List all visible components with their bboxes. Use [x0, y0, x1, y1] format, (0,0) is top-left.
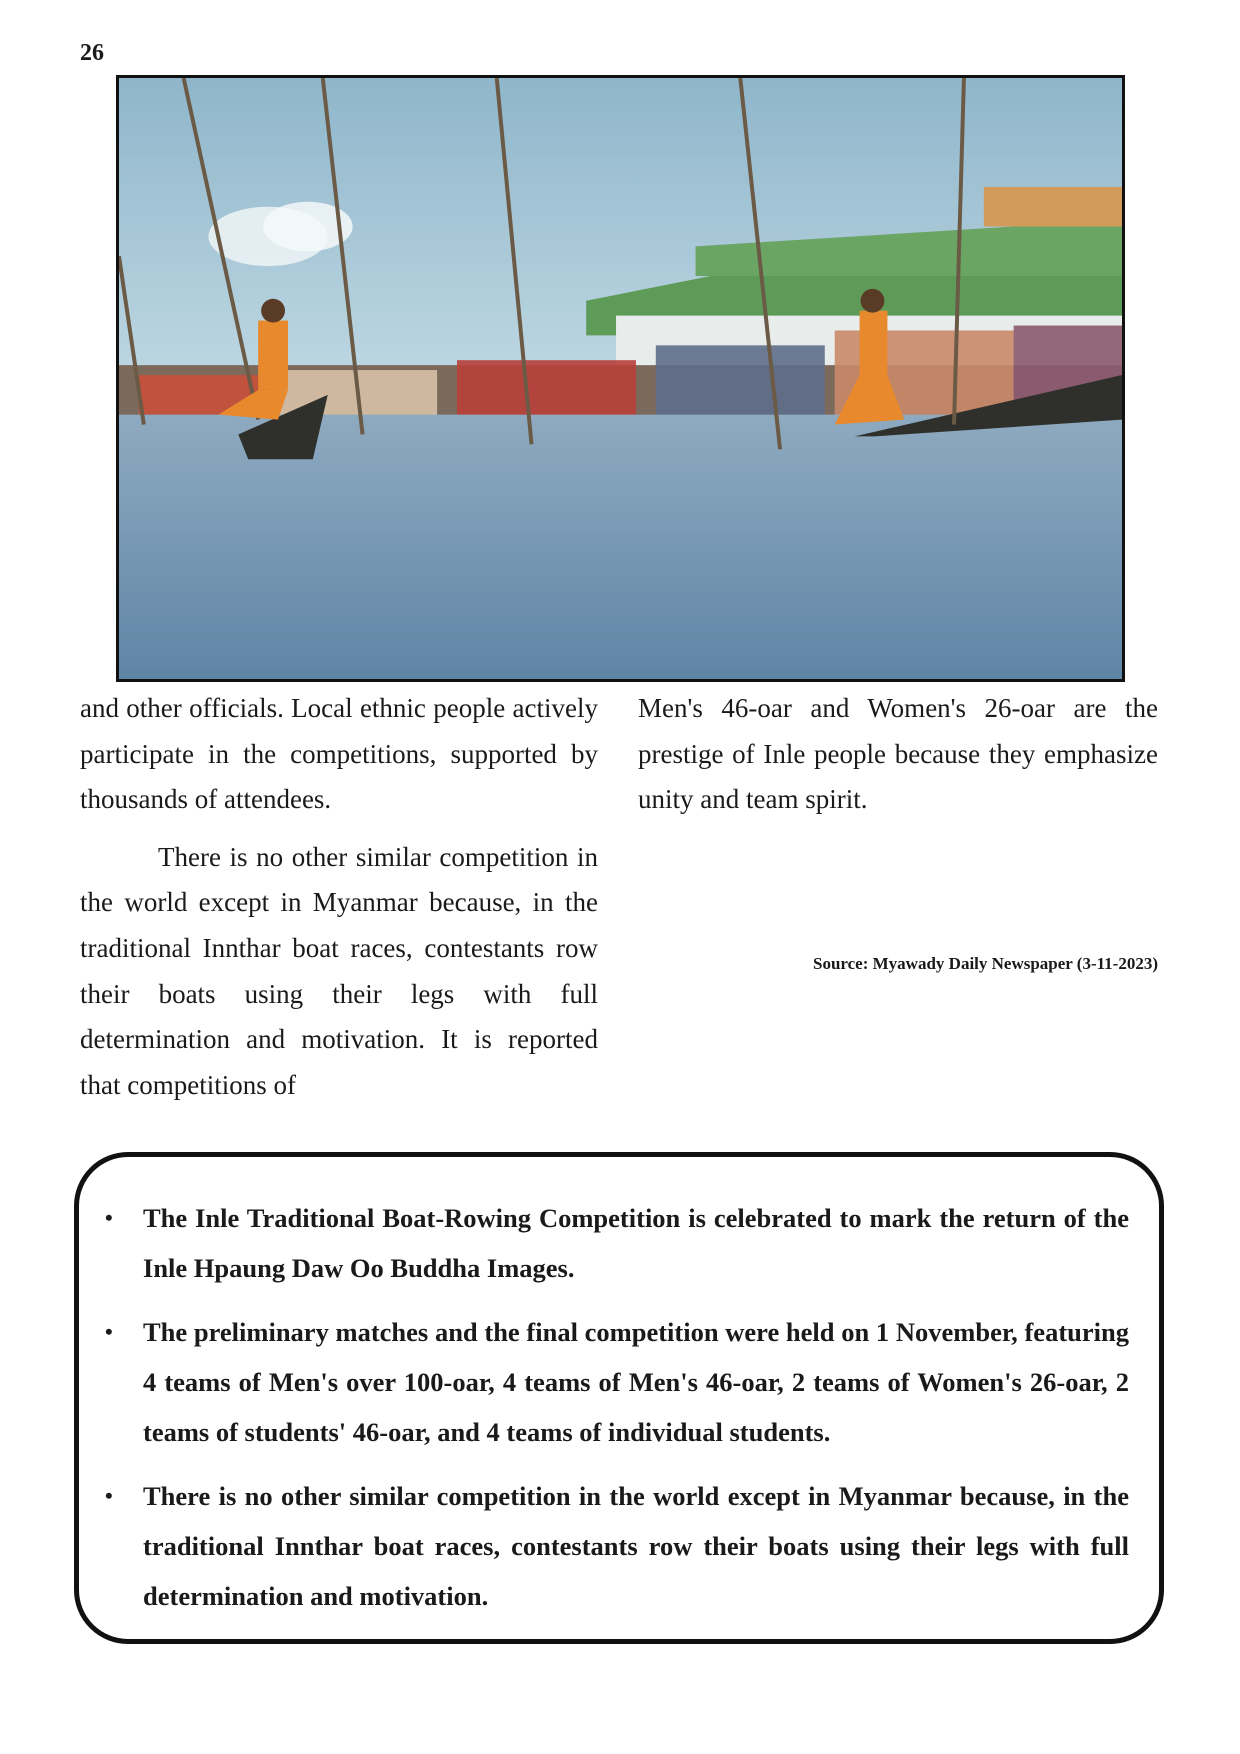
right-column-paragraph-1: Men's 46-oar and Women's 26-oar are the prestige of Inle people because they emphasize unity and team spirit.	[638, 693, 1158, 815]
summary-item	[105, 1471, 1129, 1621]
right-column	[638, 686, 1158, 835]
bullet-icon: •	[105, 1205, 113, 1230]
summary-item-text: The Inle Traditional Boat-Rowing Competition is celebrated to mark the return of the Inle Hpaung Daw Oo Buddha Images.	[143, 1203, 1129, 1283]
boat-race-photo	[116, 75, 1125, 682]
boat-race-photo-icon	[119, 78, 1122, 679]
summary-box	[74, 1152, 1164, 1644]
summary-item-text: The preliminary matches and the final competition were held on 1 November, featuring 4 teams of Men's over 100-oar, 4 teams of Men's 46-oar, 2 teams of Women's 26-oar, 2 teams of students' 46-oar, and 4 teams of individual students.	[143, 1317, 1129, 1447]
bullet-icon: •	[105, 1483, 113, 1508]
summary-item	[105, 1307, 1129, 1457]
left-column-paragraph-1: and other officials. Local ethnic people actively participate in the competitions, supported by thousands of attendees.	[80, 693, 598, 815]
page-number: 26	[80, 40, 104, 66]
bullet-icon: •	[105, 1319, 113, 1344]
left-column-paragraph-2: There is no other similar competition in the world except in Myanmar because, in the traditional Innthar boat races, contestants row their boats using their legs with full determination and motivation. It is reported that competitions of	[80, 841, 598, 1100]
summary-item	[105, 1193, 1129, 1293]
left-column	[80, 686, 598, 1120]
summary-item-text: There is no other similar competition in the world except in Myanmar because, in the traditional Innthar boat races, contestants row their boats using their legs with full determination and motivation.	[143, 1481, 1129, 1611]
source-citation: Source: Myawady Daily Newspaper (3-11-2023)	[812, 954, 1158, 973]
summary-list	[79, 1157, 1159, 1621]
